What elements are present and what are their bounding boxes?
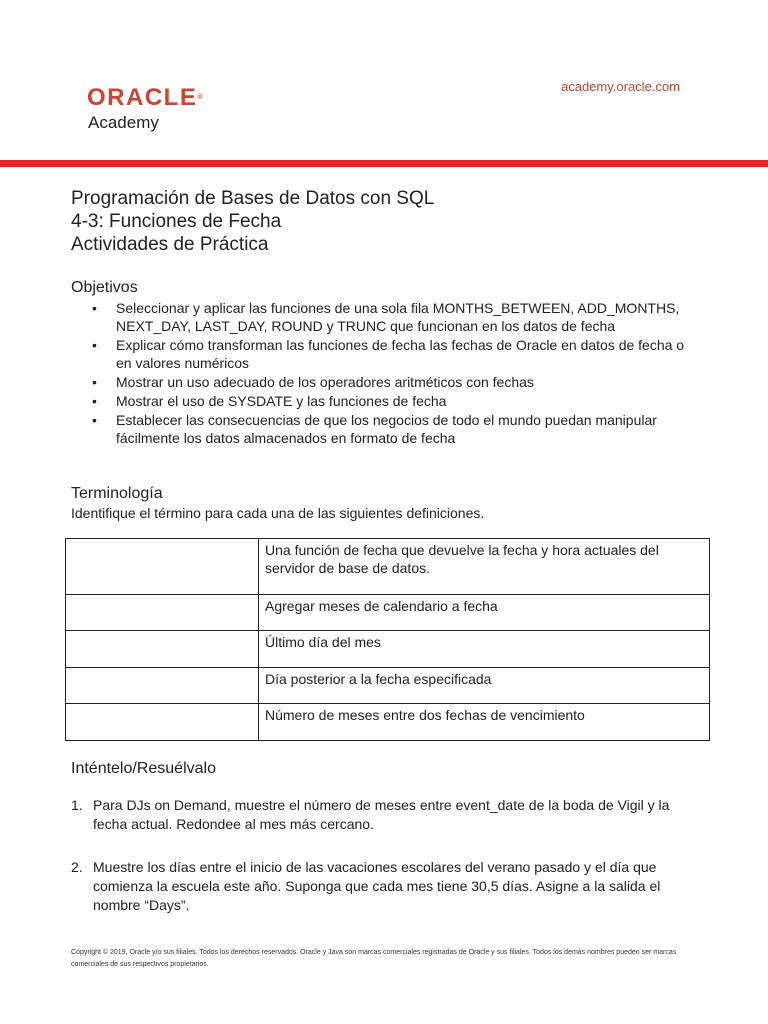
table-row <box>66 668 710 704</box>
list-item <box>71 796 691 834</box>
table-row <box>66 631 710 668</box>
terminology-intro: Identifique el término para cada una de las siguientes definiciones. <box>71 505 485 521</box>
item-text: Para DJs on Demand, muestre el número de meses entre event_date de la boda de Vigil y la fecha actual. Redondee al mes más cercano. <box>93 797 670 832</box>
term-cell[interactable] <box>66 704 259 741</box>
header-divider <box>0 160 768 167</box>
term-cell[interactable] <box>66 631 259 668</box>
definition-cell: Día posterior a la fecha especificada <box>259 668 710 704</box>
title-activity: Actividades de Práctica <box>71 234 269 255</box>
objectives-heading: Objetivos <box>71 279 138 296</box>
logo-subtitle: Academy <box>88 113 159 132</box>
table-row <box>66 595 710 631</box>
term-cell[interactable] <box>66 539 259 595</box>
practice-list <box>71 796 691 834</box>
practice-list <box>71 858 691 915</box>
definition-cell: Agregar meses de calendario a fecha <box>259 595 710 631</box>
list-item: • Establecer las consecuencias de que los negocios de todo el mundo puedan manipular fácilmente los datos almacenados en formato de fecha <box>88 411 688 447</box>
item-number: 2. <box>71 859 83 875</box>
terminology-table <box>65 538 710 741</box>
logo-brand-text: ORACLE <box>87 84 198 111</box>
page-title <box>71 187 434 256</box>
title-course: Programación de Bases de Datos con SQL <box>71 188 435 209</box>
list-item: • Seleccionar y aplicar las funciones de una sola fila MONTHS_BETWEEN, ADD_MONTHS, NEXT_DAY, LAST_DAY, ROUND y TRUNC que funcionan en los datos de fecha <box>88 299 688 335</box>
term-cell[interactable] <box>66 668 259 704</box>
table-row <box>66 704 710 741</box>
copyright-footer: Copyright © 2019, Oracle y/o sus filiales. Todos los derechos reservados. Oracle y Java son marcas comerciales registradas de Oracle y sus filiales. Todos los demás nombres pueden ser marcas comerciales de sus respectivos propietarios. <box>71 949 677 968</box>
item-number: 1. <box>71 797 83 813</box>
oracle-academy-logo <box>87 86 204 133</box>
list-item: • Explicar cómo transforman las funciones de fecha las fechas de Oracle en datos de fecha o en valores numéricos <box>88 336 688 372</box>
site-link[interactable]: academy.oracle.com <box>561 79 680 94</box>
list-item: • Mostrar un uso adecuado de los operadores aritméticos con fechas <box>88 373 688 391</box>
definition-cell: Último día del mes <box>259 631 710 668</box>
terminology-heading: Terminología <box>71 485 163 502</box>
table-row <box>66 539 710 595</box>
title-lesson: 4-3: Funciones de Fecha <box>71 211 282 232</box>
term-cell[interactable] <box>66 595 259 631</box>
definition-cell: Número de meses entre dos fechas de vencimiento <box>259 704 710 741</box>
logo-brand <box>87 86 204 110</box>
item-text: Muestre los días entre el inicio de las vacaciones escolares del verano pasado y el día que comienza la escuela este año. Suponga que cada mes tiene 30,5 días. Asigne a la salida el nombre “Days”. <box>93 859 661 913</box>
list-item: • Mostrar el uso de SYSDATE y las funciones de fecha <box>88 392 688 410</box>
logo-registered-mark: ® <box>197 94 205 101</box>
practice-heading: Inténtelo/Resuélvalo <box>71 760 216 777</box>
list-item <box>71 858 691 915</box>
definition-cell: Una función de fecha que devuelve la fecha y hora actuales del servidor de base de datos. <box>259 539 710 595</box>
objectives-list <box>88 299 688 448</box>
